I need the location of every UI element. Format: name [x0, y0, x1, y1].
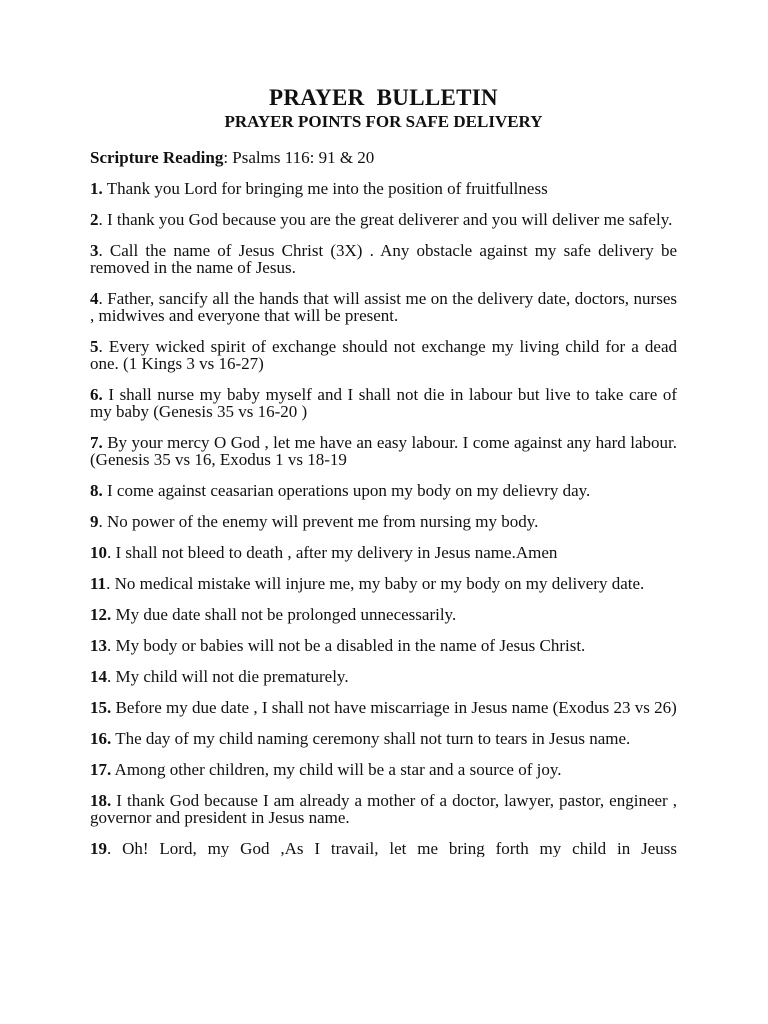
prayer-text: My due date shall not be prolonged unnecessarily. — [111, 605, 457, 624]
prayer-number: 17. — [90, 760, 112, 779]
prayer-text: . No medical mistake will injure me, my baby or my body on my delivery date. — [106, 574, 645, 593]
prayer-number: 16. — [90, 729, 112, 748]
prayer-number: 10 — [90, 543, 107, 562]
scripture-label: Scripture Reading — [90, 148, 224, 167]
prayer-point-1 — [90, 180, 677, 197]
prayer-number: 3 — [90, 241, 99, 260]
prayer-point-6 — [90, 386, 677, 420]
prayer-point-7 — [90, 434, 677, 468]
prayer-point-2 — [90, 211, 677, 228]
prayer-number: 4 — [90, 289, 99, 308]
prayer-number: 13 — [90, 636, 107, 655]
prayer-text: . I thank you God because you are the great deliverer and you will deliver me safely. — [98, 210, 673, 229]
prayer-text: I come against ceasarian operations upon my body on my delievry day. — [102, 481, 591, 500]
prayer-number: 8. — [90, 481, 103, 500]
prayer-text: I shall nurse my baby myself and I shall not die in labour but live to take care of my baby (Genesis 35 vs 16-20 ) — [90, 385, 677, 421]
prayer-number: 12. — [90, 605, 112, 624]
prayer-point-17 — [90, 761, 677, 778]
document-page — [90, 84, 677, 871]
prayer-text: . I shall not bleed to death , after my delivery in Jesus name.Amen — [107, 543, 558, 562]
prayer-text: . Every wicked spirit of exchange should not exchange my living child for a dead one. (1 Kings 3 vs 16-27) — [90, 337, 677, 373]
prayer-number: 15. — [90, 698, 112, 717]
prayer-text: . No power of the enemy will prevent me from nursing my body. — [98, 512, 539, 531]
prayer-number: 5 — [90, 337, 99, 356]
prayer-point-13 — [90, 637, 677, 654]
prayer-text: The day of my child naming ceremony shall not turn to tears in Jesus name. — [111, 729, 631, 748]
prayer-text: Thank you Lord for bringing me into the position of fruitfullness — [102, 179, 548, 198]
prayer-number: 14 — [90, 667, 107, 686]
scripture-reading — [90, 149, 677, 166]
prayer-text: . My child will not die prematurely. — [107, 667, 349, 686]
scripture-text: : Psalms 116: 91 & 20 — [223, 148, 375, 167]
prayer-text: . My body or babies will not be a disabled in the name of Jesus Christ. — [107, 636, 586, 655]
prayer-number: 11 — [90, 574, 107, 593]
prayer-number: 2 — [90, 210, 99, 229]
prayer-text: . Father, sancify all the hands that will assist me on the delivery date, doctors, nurses , midwives and everyone that will be present. — [90, 289, 677, 325]
prayer-point-5 — [90, 338, 677, 372]
prayer-text: . Call the name of Jesus Christ (3X) . Any obstacle against my safe delivery be removed in the name of Jesus. — [90, 241, 677, 277]
prayer-text: Among other children, my child will be a star and a source of joy. — [111, 760, 562, 779]
prayer-point-11 — [90, 575, 677, 592]
prayer-number: 18. — [90, 791, 112, 810]
prayer-number: 6. — [90, 385, 103, 404]
prayer-number: 7. — [90, 433, 103, 452]
prayer-point-9 — [90, 513, 677, 530]
prayer-point-18 — [90, 792, 677, 826]
prayer-point-14 — [90, 668, 677, 685]
prayer-point-10 — [90, 544, 677, 561]
prayer-text: By your mercy O God , let me have an easy labour. I come against any hard labour. (Genesis 35 vs 16, Exodus 1 vs 18-19 — [90, 433, 677, 469]
prayer-text: I thank God because I am already a mother of a doctor, lawyer, pastor, engineer , governor and president in Jesus name. — [90, 791, 677, 827]
prayer-point-16 — [90, 730, 677, 747]
prayer-point-3 — [90, 242, 677, 276]
page-title: PRAYER BULLETIN — [269, 85, 498, 110]
prayer-point-15 — [90, 699, 677, 716]
prayer-point-8 — [90, 482, 677, 499]
prayer-text: . Oh! Lord, my God ,As I travail, let me bring forth my child in Jeuss — [107, 840, 677, 857]
prayer-number: 9 — [90, 512, 99, 531]
prayer-text: Before my due date , I shall not have miscarriage in Jesus name (Exodus 23 vs 26) — [111, 698, 677, 717]
prayer-point-12 — [90, 606, 677, 623]
prayer-number: 1. — [90, 179, 103, 198]
page-subtitle: PRAYER POINTS FOR SAFE DELIVERY — [224, 112, 543, 131]
prayer-point-19 — [90, 840, 677, 857]
prayer-point-4 — [90, 290, 677, 324]
prayer-number: 19 — [90, 840, 107, 857]
